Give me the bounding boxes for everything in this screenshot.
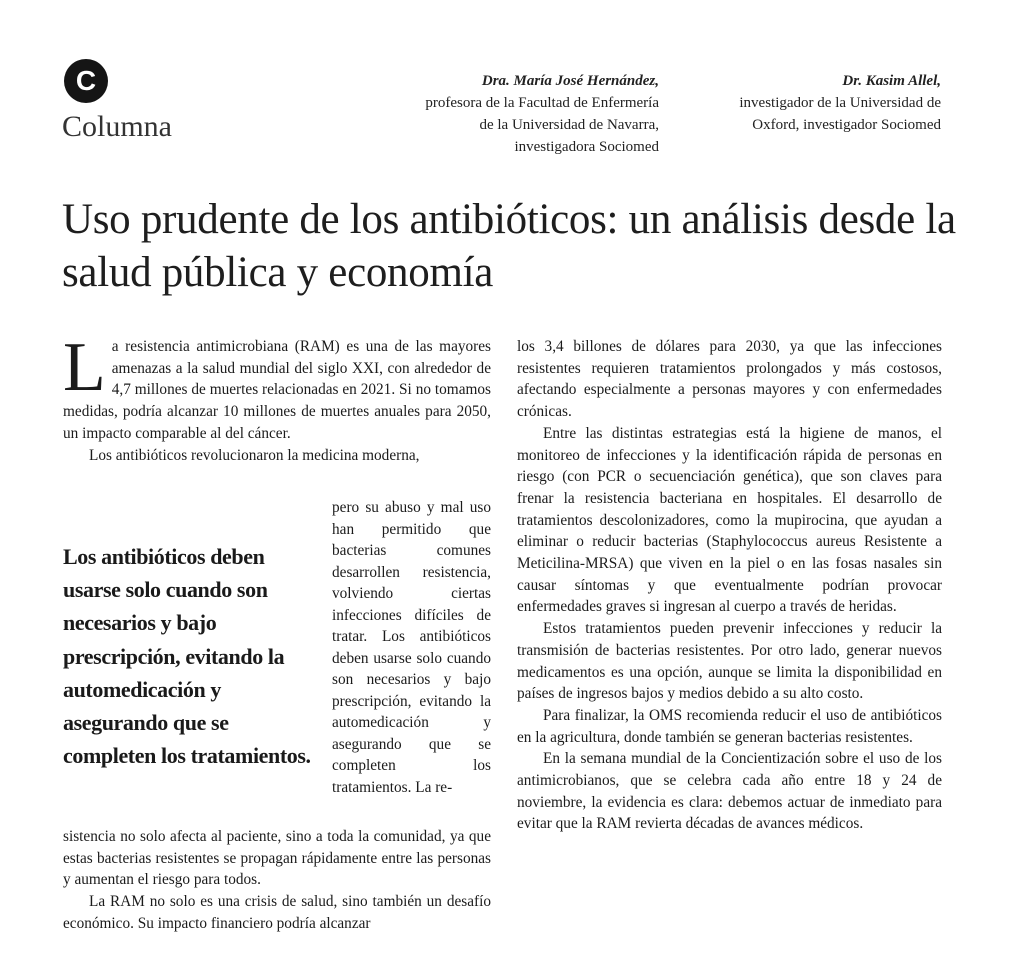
article-narrow-column [332,497,491,798]
article-paragraph: Los antibióticos revolucionaron la medicina moderna, [89,446,420,464]
article-paragraph: los 3,4 billones de dólares para 2030, ya que las infecciones resistentes requieren tratamientos prolongados y más costosos, afectando especialmente a personas mayores y con enfermedades crónicas. [517,338,942,421]
article-paragraph: La resistencia antimicrobiana (RAM) es una de las mayores amenazas a la salud mundial del siglo XXI, con alrededor de 4,7 millones de muertes relacionadas en 2021. Si no tomamos medidas, podría alcanzar 10 millones de muertes anuales para 2050, un impacto comparable al del cáncer. [63,329,491,442]
author-block [661,70,941,136]
author-name: Dr. Kasim Allel, [842,73,941,89]
article-paragraph: pero su abuso y mal uso han permitido que bacterias comunes desarrollen resistencia, volviendo ciertas infecciones difíciles de tratar. Los antibióticos deben usarse solo cuando son necesarios y bajo prescripción, evitando la automedicación y asegurando que se completen los tratamientos. La re- [332,499,491,796]
author-name: Dra. María José Hernández, [481,73,659,89]
article-column-left-bottom [63,826,491,935]
section-badge-icon: C [64,59,108,103]
author-role: investigador de la Universidad de Oxford, investigador Sociomed [739,95,941,133]
article-paragraph: En la semana mundial de la Concientización sobre el uso de los antimicrobianos, que se celebra cada año entre 18 y 24 de noviembre, la evidencia es clara: debemos actuar de inmediato para evitar que la RAM revierta décadas de avances médicos. [517,750,942,833]
section-label: Columna [62,110,172,143]
article-paragraph: Estos tratamientos pueden prevenir infecciones y reducir la transmisión de bacterias resistentes. Por otro lado, generar nuevos medicamentos es una opción, aunque se limita la disponibilidad en países de ingresos bajos y medios debido a su alto costo. [517,620,942,703]
article-paragraph: Entre las distintas estrategias está la higiene de manos, el monitoreo de infecciones y la identificación rápida de personas en riesgo (con PCR o secuenciación genética), que son claves para frenar la resistencia bacteriana en hospitales. El desarrollo de tratamientos descolonizadores, como la mupirocina, que ayudan a eliminar o reducir bacterias (Staphylococcus aureus Resistente a Meticilina-MRSA) que viven en la piel o en las fosas nasales sin causar síntomas y que eventualmente podrían provocar enfermedades graves si ingresan al cuerpo a través de heridas. [517,424,942,616]
article-column-left [63,329,491,466]
pull-quote: Los antibióticos deben usarse solo cuando son necesarios y bajo prescripción, evitando la automedicación y asegurando que se completen los tratamientos. [63,544,311,769]
author-role: profesora de la Facultad de Enfermería de la Universidad de Navarra, investigadora Sociomed [425,95,659,155]
article-paragraph: La RAM no solo es una crisis de salud, sino también un desafío económico. Su impacto financiero podría alcanzar [63,893,491,932]
article-column-right [517,336,942,835]
article-paragraph: sistencia no solo afecta al paciente, sino a toda la comunidad, ya que estas bacterias resistentes se propagan rápidamente entre las personas y aumentan el riesgo para todos. [63,828,491,889]
drop-cap: L [63,329,106,406]
author-block [339,70,659,158]
article-paragraph: Para finalizar, la OMS recomienda reducir el uso de antibióticos en la agricultura, donde también se generan bacterias resistentes. [517,706,942,746]
headline: Uso prudente de los antibióticos: un análisis desde la salud pública y economía [62,196,956,296]
